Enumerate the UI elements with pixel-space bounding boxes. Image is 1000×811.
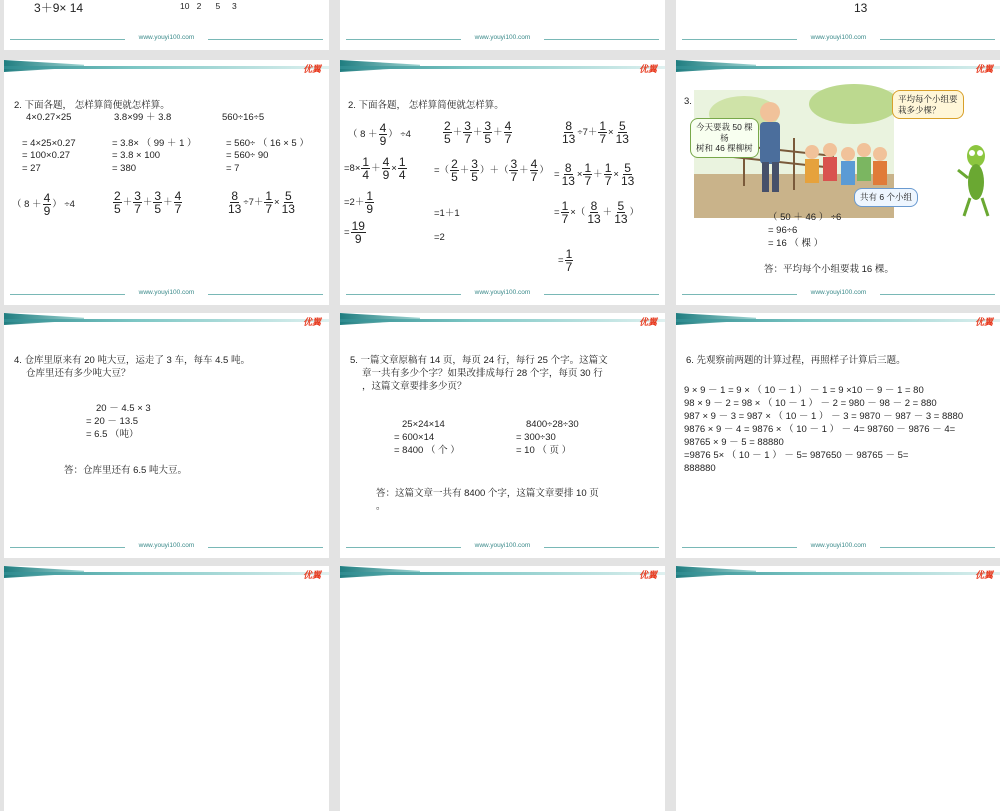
question-title: 6. 先观察前两题的计算过程，再照样子计算后三题。 <box>686 355 906 366</box>
math-fragment: 13 <box>854 1 868 15</box>
step: = 6.5 （吨） <box>86 429 139 440</box>
slide-header-band <box>676 313 1000 329</box>
step: 987 × 9 － 3 = 987 × （ 10 － 1 ） － 3 = 9870 － 987 － 3 = 8880 <box>684 411 964 422</box>
brand-logo: 优翼 <box>302 570 321 580</box>
step: = 20 － 13.5 <box>86 416 139 427</box>
question-title: 3. <box>684 96 692 107</box>
solution-b-head: $\frac{2}{5}$ ＋ $\frac{3}{7}$ ＋ $\frac{3}{5}$ ＋ $\frac{4}{7}$ <box>444 119 512 146</box>
speech-bubble-question: 平均每个小组要 栽多少棵？ <box>892 90 964 119</box>
step: = 100×0.27 <box>22 150 71 161</box>
brand-logo: 优翼 <box>302 64 321 74</box>
solution-a-step: =2＋ $\frac{1}{9}$ <box>344 189 374 216</box>
slide-header-band <box>676 566 1000 582</box>
step: = 8400 （ 个 ） <box>394 445 460 456</box>
brand-logo: 优翼 <box>638 570 657 580</box>
solution-c-step: = $\frac{8}{13}$ × $\frac{1}{7}$ ＋ $\frac{1}{7}$ × $\frac{5}{13}$ <box>554 161 635 188</box>
solution-a-step: =8× $\frac{1}{4}$ ＋ $\frac{4}{9}$ × $\frac{1}{4}$ <box>344 155 406 182</box>
step: 20 － 4.5 × 3 <box>96 403 151 414</box>
brand-logo: 优翼 <box>638 64 657 74</box>
problem-e: $\frac{2}{5}$ ＋ $\frac{3}{7}$ ＋ $\frac{3}{5}$ ＋ $\frac{4}{7}$ <box>114 189 182 216</box>
slide-footer: www.youyi100.com <box>10 289 323 301</box>
slide-exercise-4[interactable] <box>4 313 329 558</box>
slide-row4-mid[interactable] <box>340 566 665 811</box>
slide-row4-left[interactable] <box>4 566 329 811</box>
slide-row4-right[interactable] <box>676 566 1000 811</box>
speech-bubble-groups: 共有 6 个小组 <box>854 188 918 207</box>
slide-exercise-2a[interactable] <box>4 60 329 305</box>
answer: 答：平均每个小组要栽 16 棵。 <box>764 264 894 275</box>
slide-header-band <box>340 566 665 582</box>
brand-logo: 优翼 <box>638 317 657 327</box>
solution-b-result: =2 <box>434 232 445 243</box>
problem-f: $\frac{8}{13}$ ÷7＋ $\frac{1}{7}$ × $\frac{5}{13}$ <box>228 189 295 216</box>
step: = 560÷ （ 16 × 5 ） <box>226 138 309 149</box>
brand-logo: 优翼 <box>974 570 993 580</box>
slide-row1-left[interactable] <box>4 0 329 50</box>
answer: 答：这篇文章一共有 8400 个字，这篇文章要排 10 页 <box>376 488 599 499</box>
step: 25×24×14 <box>402 419 445 430</box>
math-fragment: 10 2 5 3 <box>180 1 237 11</box>
slide-footer: www.youyi100.com <box>10 34 323 46</box>
slide-footer: www.youyi100.com <box>346 289 659 301</box>
step: = 27 <box>22 163 41 174</box>
solution-b-step: =（ $\frac{2}{5}$ ＋ $\frac{3}{5}$ ）＋（ $\frac{3}{7}$ ＋ $\frac{4}{7}$ ） <box>434 157 549 184</box>
solution-a-result: = $\frac{19}{9}$ <box>344 219 365 246</box>
slide-header-band <box>4 60 329 76</box>
step: = 3.8× （ 99 ＋ 1 ） <box>112 138 197 149</box>
step: = 96÷6 <box>768 225 798 236</box>
question-title-cont: 仓库里还有多少吨大豆？ <box>26 368 131 379</box>
brand-logo: 优翼 <box>974 64 993 74</box>
step: 9876 × 9 － 4 = 9876 × （ 10 － 1 ） － 4= 98760 － 9876 － 4= <box>684 424 956 435</box>
solution-c-result: = $\frac{1}{7}$ <box>558 247 573 274</box>
slide-header-band <box>4 566 329 582</box>
slide-footer: www.youyi100.com <box>10 542 323 554</box>
brand-logo: 优翼 <box>302 317 321 327</box>
slide-header-band <box>4 313 329 329</box>
solution-c-step: = $\frac{1}{7}$ ×（ $\frac{8}{13}$ ＋ $\frac{5}{13}$ ） <box>554 199 640 226</box>
step: = 7 <box>226 163 240 174</box>
speech-bubble-teacher: 今天要栽 50 棵 杨 树和 46 棵柳树 <box>690 118 759 158</box>
question-title-cont: ，这篇文章要排多少页？ <box>362 381 467 392</box>
step: 98765 × 9 － 5 = 88880 <box>684 437 784 448</box>
step: = 3.8 × 100 <box>112 150 161 161</box>
step: = 300÷30 <box>516 432 556 443</box>
answer: 答：仓库里还有 6.5 吨大豆。 <box>64 465 187 476</box>
slide-footer: www.youyi100.com <box>682 289 995 301</box>
mascot-icon <box>956 140 994 220</box>
step: 8400÷28÷30 <box>526 419 579 430</box>
question-title: 2. 下面各题， 怎样算简便就怎样算。 <box>348 100 504 111</box>
solution-a-head: （ 8 ＋ $\frac{4}{9}$ ） ÷4 <box>348 121 411 148</box>
problem-b: 3.8×99 ＋ 3.8 <box>114 112 172 123</box>
step: = 380 <box>112 163 137 174</box>
problem-a: 4×0.27×25 <box>26 112 72 123</box>
question-title: 2. 下面各题， 怎样算简便就怎样算。 <box>14 100 170 111</box>
slide-exercise-5[interactable] <box>340 313 665 558</box>
slide-exercise-6[interactable] <box>676 313 1000 558</box>
question-title: 4. 仓库里原来有 20 吨大豆，运走了 3 车，每车 4.5 吨。 <box>14 355 250 366</box>
slide-footer: www.youyi100.com <box>682 542 995 554</box>
slide-exercise-2b[interactable] <box>340 60 665 305</box>
slide-footer: www.youyi100.com <box>682 34 995 46</box>
step: 9 × 9 － 1 = 9 × （ 10 － 1 ） － 1 = 9 ×10 － 9 － 1 = 80 <box>684 385 924 396</box>
step: 98 × 9 － 2 = 98 × （ 10 － 1 ） － 2 = 980 － 98 － 2 = 880 <box>684 398 937 409</box>
slide-row1-mid[interactable] <box>340 0 665 50</box>
step: = 10 （ 页 ） <box>516 445 572 456</box>
math-fragment: 3＋9× 14 <box>34 1 84 15</box>
step: =9876 5× （ 10 － 1 ） － 5= 987650 － 98765 － 5= <box>684 450 909 461</box>
question-title-cont: 章一共有多少个字？如果改排成每行 28 个字，每页 30 行 <box>362 368 603 379</box>
slide-row1-right[interactable] <box>676 0 1000 50</box>
problem-d: （ 8 ＋ $\frac{4}{9}$ ） ÷4 <box>12 191 75 218</box>
brand-logo: 优翼 <box>974 317 993 327</box>
slide-footer: www.youyi100.com <box>346 34 659 46</box>
step: （ 50 ＋ 46 ） ÷6 <box>768 212 842 223</box>
solution-c-head: $\frac{8}{13}$ ÷7＋ $\frac{1}{7}$ × $\frac{5}{13}$ <box>562 119 629 146</box>
step: = 4×25×0.27 <box>22 138 76 149</box>
step: = 16 （ 棵 ） <box>768 238 824 249</box>
answer-cont: 。 <box>376 501 386 512</box>
slide-header-band <box>340 60 665 76</box>
question-title: 5. 一篇文章原稿有 14 页，每页 24 行，每行 25 个字。这篇文 <box>350 355 608 366</box>
problem-c: 560÷16÷5 <box>222 112 265 123</box>
slide-header-band <box>340 313 665 329</box>
step: = 600×14 <box>394 432 435 443</box>
step: 888880 <box>684 463 716 474</box>
solution-b-step: =1＋1 <box>434 208 460 219</box>
step: = 560÷ 90 <box>226 150 269 161</box>
slide-exercise-3[interactable] <box>676 60 1000 305</box>
slide-footer: www.youyi100.com <box>346 542 659 554</box>
